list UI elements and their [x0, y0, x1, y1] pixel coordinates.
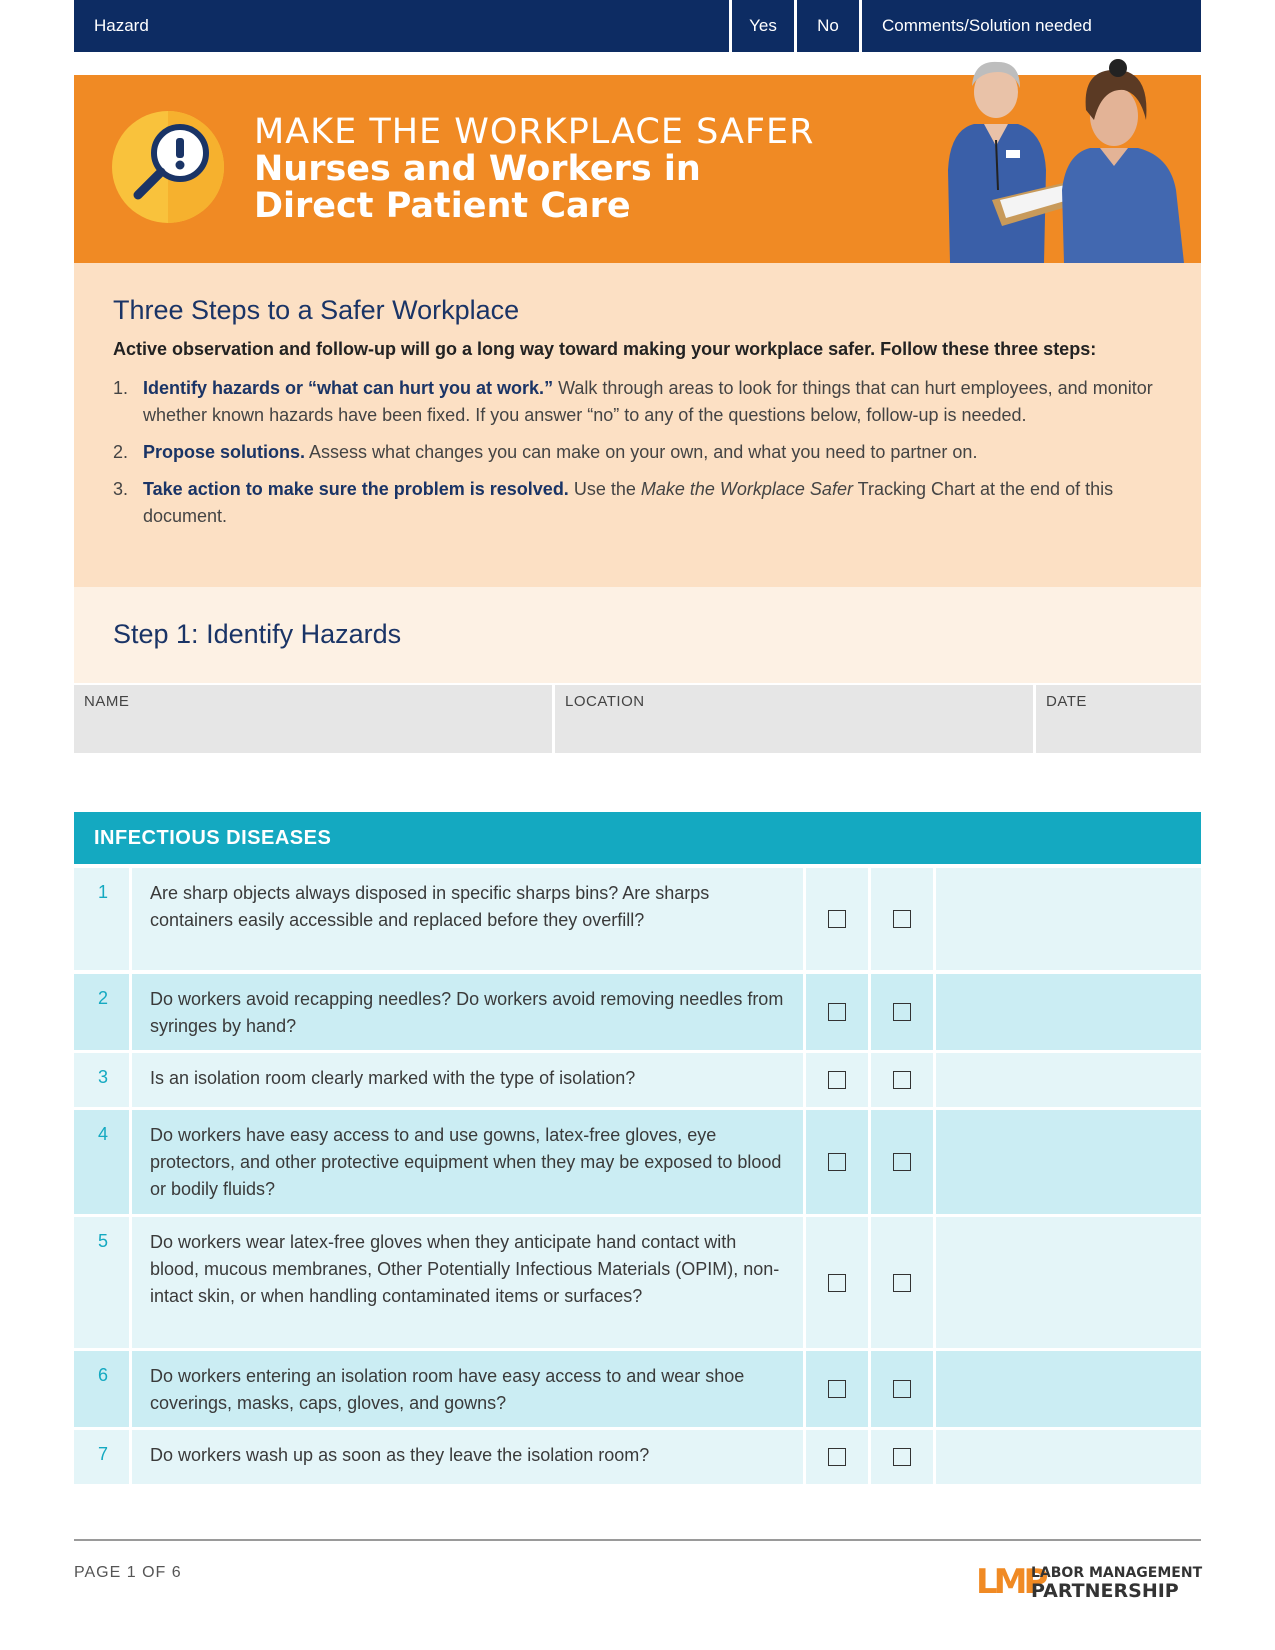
yes-cell — [806, 868, 868, 970]
no-cell — [871, 1053, 933, 1107]
three-steps-list — [113, 375, 1173, 540]
hazard-column-header: Hazard — [74, 0, 729, 52]
comments-cell[interactable] — [936, 1217, 1201, 1348]
step-item — [113, 439, 1173, 466]
table-row — [74, 1430, 1201, 1484]
hazard-question: Do workers avoid recapping needles? Do workers avoid removing needles from syringes by hand? — [132, 974, 803, 1050]
hazard-question: Are sharp objects always disposed in specific sharps bins? Are sharps containers easily accessible and replaced before they overfill? — [132, 868, 803, 970]
step-lead: Take action to make sure the problem is resolved. — [143, 479, 569, 499]
footer-divider — [74, 1539, 1201, 1541]
step-lead: Identify hazards or “what can hurt you at work.” — [143, 378, 554, 398]
lmp-logo — [976, 1564, 1201, 1600]
yes-checkbox[interactable] — [828, 1153, 846, 1171]
no-cell — [871, 974, 933, 1050]
magnifier-alert-icon — [112, 111, 224, 223]
yes-cell — [806, 1217, 868, 1348]
location-label: LOCATION — [565, 693, 645, 710]
step1-heading: Step 1: Identify Hazards — [113, 619, 402, 649]
table-row — [74, 1053, 1201, 1107]
name-field[interactable] — [74, 685, 552, 753]
no-checkbox[interactable] — [893, 1153, 911, 1171]
three-steps-section — [74, 263, 1201, 587]
table-row — [74, 1351, 1201, 1427]
lmp-logo-line2: PARTNERSHIP — [1031, 1580, 1179, 1602]
row-number: 5 — [74, 1217, 129, 1348]
comments-cell[interactable] — [936, 1110, 1201, 1214]
no-checkbox[interactable] — [893, 1448, 911, 1466]
row-number: 6 — [74, 1351, 129, 1427]
yes-cell — [806, 1110, 868, 1214]
location-field[interactable] — [555, 685, 1033, 753]
table-row — [74, 974, 1201, 1050]
no-cell — [871, 1110, 933, 1214]
row-number: 3 — [74, 1053, 129, 1107]
step-item — [113, 375, 1173, 429]
section-infectious-diseases: INFECTIOUS DISEASES — [74, 812, 1201, 864]
comments-cell[interactable] — [936, 1430, 1201, 1484]
banner-title-line3: Direct Patient Care — [254, 186, 631, 226]
step-item — [113, 476, 1173, 530]
three-steps-intro: Active observation and follow-up will go a long way toward making your workplace safer. Follow these three steps: — [113, 339, 1097, 359]
step-text: Tracking Chart at the end of this document. — [143, 479, 1114, 526]
hazard-question: Do workers have easy access to and use gowns, latex-free gloves, eye protectors, and other protective equipment when they may be exposed to blood or bodily fluids? — [132, 1110, 803, 1214]
table-row — [74, 1110, 1201, 1214]
no-cell — [871, 1430, 933, 1484]
name-label: NAME — [84, 693, 130, 710]
three-steps-heading: Three Steps to a Safer Workplace — [113, 295, 520, 325]
lmp-logo-mark: LMP — [976, 1562, 1045, 1602]
comments-column-header: Comments/Solution needed — [862, 0, 1201, 52]
step-text: Assess what changes you can make on your own, and what you need to partner on. — [305, 442, 978, 462]
no-column-header: No — [797, 0, 859, 52]
comments-cell[interactable] — [936, 868, 1201, 970]
no-cell — [871, 1217, 933, 1348]
comments-cell[interactable] — [936, 974, 1201, 1050]
nurses-photo — [914, 50, 1201, 263]
info-row — [74, 685, 1201, 753]
step-number: 1. — [113, 378, 129, 398]
yes-checkbox[interactable] — [828, 1448, 846, 1466]
no-cell — [871, 1351, 933, 1427]
no-cell — [871, 868, 933, 970]
lmp-logo-line1: LABOR MANAGEMENT — [1031, 1565, 1203, 1581]
yes-checkbox[interactable] — [828, 1274, 846, 1292]
yes-cell — [806, 1053, 868, 1107]
no-checkbox[interactable] — [893, 1380, 911, 1398]
hazard-question: Do workers wear latex-free gloves when they anticipate hand contact with blood, mucous membranes, Other Potentially Infectious Materials (OPIM), non-intact skin, or when handling contaminated items or surfaces? — [132, 1217, 803, 1348]
table-row — [74, 868, 1201, 970]
row-number: 7 — [74, 1430, 129, 1484]
step-text: Walk through areas to look for things that can hurt employees, and monitor whether known hazards have been fixed. If you answer “no” to any of the questions below, follow-up is needed. — [143, 378, 1153, 425]
row-number: 1 — [74, 868, 129, 970]
tracking-chart-title: Make the Workplace Safer — [640, 479, 853, 499]
step-lead: Propose solutions. — [143, 442, 306, 462]
date-label: DATE — [1046, 693, 1087, 710]
hazard-question: Do workers wash up as soon as they leave the isolation room? — [132, 1430, 803, 1484]
no-checkbox[interactable] — [893, 1003, 911, 1021]
no-checkbox[interactable] — [893, 1071, 911, 1089]
yes-checkbox[interactable] — [828, 1003, 846, 1021]
yes-cell — [806, 1430, 868, 1484]
comments-cell[interactable] — [936, 1053, 1201, 1107]
yes-cell — [806, 974, 868, 1050]
row-number: 4 — [74, 1110, 129, 1214]
hazard-question: Do workers entering an isolation room have easy access to and wear shoe coverings, masks, caps, gloves, and gowns? — [132, 1351, 803, 1427]
yes-checkbox[interactable] — [828, 1380, 846, 1398]
row-number: 2 — [74, 974, 129, 1050]
date-field[interactable] — [1036, 685, 1201, 753]
banner-title-line2: Nurses and Workers in — [254, 149, 701, 189]
yes-cell — [806, 1351, 868, 1427]
step-text: Use the — [568, 479, 641, 499]
header-banner — [74, 75, 1201, 263]
table-row — [74, 1217, 1201, 1348]
no-checkbox[interactable] — [893, 1274, 911, 1292]
step-number: 2. — [113, 442, 129, 462]
step-number: 3. — [113, 479, 129, 499]
no-checkbox[interactable] — [893, 910, 911, 928]
yes-checkbox[interactable] — [828, 910, 846, 928]
comments-cell[interactable] — [936, 1351, 1201, 1427]
hazard-question: Is an isolation room clearly marked with the type of isolation? — [132, 1053, 803, 1107]
yes-checkbox[interactable] — [828, 1071, 846, 1089]
step1-section — [74, 587, 1201, 683]
yes-column-header: Yes — [732, 0, 794, 52]
banner-title-line1: MAKE THE WORKPLACE SAFER — [254, 112, 815, 152]
banner-title — [254, 113, 814, 225]
page-number: PAGE 1 OF 6 — [74, 1564, 182, 1581]
